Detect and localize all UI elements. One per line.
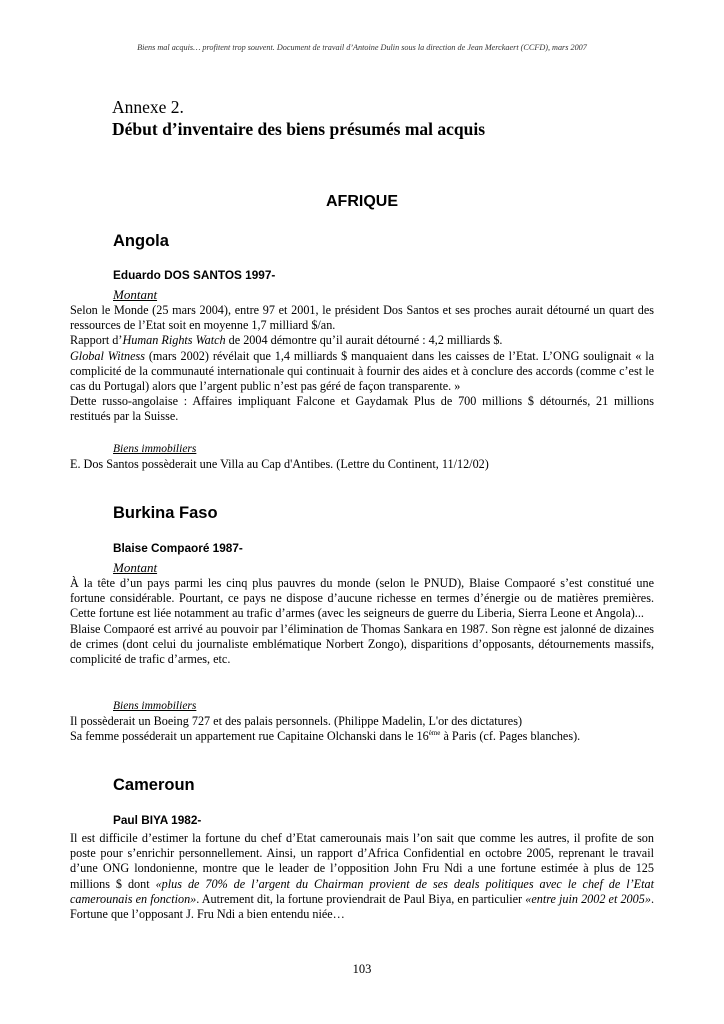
text-span: (mars 2002) révélait que 1,4 milliards $ manquaient dans les caisses de l’Etat. L’ONG soulignait « la complicité de la communauté internationale qui continuait à fournir des aides et à conclure des accords (comme c’est le cas du Portugal) alors que l’argent public n’est pas géré de façon transparente. » <box>70 348 654 394</box>
annexe-number: Annexe 2. <box>112 97 184 117</box>
montant-label-angola: Montant <box>113 287 158 302</box>
italic-span: Human Rights Watch <box>122 333 226 348</box>
continent-heading: AFRIQUE <box>326 193 398 210</box>
paragraph: Dette russo-angolaise : Affaires impliquant Falcone et Gaydamak Plus de 700 millions $ détournés, 21 millions restitués par la Suisse. <box>70 394 654 424</box>
superscript: ème <box>428 729 441 738</box>
running-header: Biens mal acquis… profitent trop souvent. Document de travail d’Antoine Dulin sous la direction de Jean Merckaert (CCFD), mars 2007 <box>137 43 587 52</box>
page-number: 103 <box>352 962 372 976</box>
paragraph: E. Dos Santos possèderait une Villa au Cap d'Antibes. (Lettre du Continent, 11/12/02) <box>70 457 489 471</box>
person-heading-dos-santos: Eduardo DOS SANTOS 1997- <box>113 268 276 282</box>
italic-span: «entre juin 2002 et 2005» <box>525 891 651 906</box>
text-span: Sa femme posséderait un appartement rue Capitaine Olchanski dans le 16 <box>70 729 429 744</box>
text-span: Rapport d’ <box>70 333 123 348</box>
text-span: à Paris (cf. Pages blanches). <box>440 729 581 744</box>
person-heading-biya: Paul BIYA 1982- <box>113 813 202 827</box>
text-span: de 2004 démontre qu’il aurait détourné : 4,2 milliards $. <box>225 333 503 348</box>
annexe-heading: Début d’inventaire des biens présumés mal acquis <box>112 119 486 139</box>
angola-biens-text <box>70 457 654 472</box>
burkina-montant-text <box>70 576 654 667</box>
country-heading-angola: Angola <box>113 232 169 250</box>
paragraph <box>70 831 654 922</box>
paragraph <box>70 349 654 395</box>
person-heading-compaore: Blaise Compaoré 1987- <box>113 541 243 555</box>
biens-label-burkina: Biens immobiliers <box>113 700 197 712</box>
italic-span: «plus de 70% de l’argent du Chairman provient de ses deals politiques avec le chef de l’Etat camerounais en fonction» <box>70 876 654 906</box>
text-span: . Fortune que l’opposant J. Fru Ndi a bien entendu niée… <box>70 891 654 922</box>
country-heading-burkina-faso: Burkina Faso <box>113 504 218 522</box>
text-span: . Autrement dit, la fortune proviendrait de Paul Biya, en particulier <box>196 891 526 906</box>
angola-montant-text <box>70 303 654 425</box>
text-span: Il est difficile d’estimer la fortune du chef d’Etat camerounais mais l’on sait que comme les autres, il profite de son poste pour s’enrichir personnellement. Ainsi, un rapport d’Africa Confidential en octobre 2005, reprenant le travail d’une ONG londonienne, montre que le leader de l’opposition John Fru Ndi a une fortune estimée à plus de 125 millions $ dont <box>70 831 654 891</box>
biens-label-angola: Biens immobiliers <box>113 443 197 455</box>
paragraph: À la tête d’un pays parmi les cinq plus pauvres du monde (selon le PNUD), Blaise Compaoré s’est constitué une fortune considérable. Pourtant, ce pays ne dispose d’aucune richesse en termes d’énergie ou de matières premières. Cette fortune est liée notamment au trafic d’armes (avec les seigneurs de guerre du Liberia, Sierra Leone et Angola)... <box>70 576 654 621</box>
italic-span: Global Witness <box>70 348 145 363</box>
paragraph <box>70 729 654 744</box>
burkina-biens-text <box>70 714 654 744</box>
cameroun-text <box>70 831 654 922</box>
paragraph: Il possèderait un Boeing 727 et des palais personnels. (Philippe Madelin, L'or des dictatures) <box>70 714 523 728</box>
montant-label-burkina: Montant <box>113 560 158 575</box>
country-heading-cameroun: Cameroun <box>113 776 195 794</box>
annexe-title <box>112 96 485 140</box>
paragraph <box>70 333 654 348</box>
paragraph: Blaise Compaoré est arrivé au pouvoir par l’élimination de Thomas Sankara en 1987. Son règne est jalonné de dizaines de crimes (dont celui du journaliste emblématique Norbert Zongo), disparitions d’opposants, détournements massifs, complicité de trafic d’armes, etc. <box>70 621 654 667</box>
paragraph: Selon le Monde (25 mars 2004), entre 97 et 2001, le président Dos Santos et ses proches aurait détourné un quart des ressources de l’Etat soit en moyenne 1,7 milliard $/an. <box>70 303 654 333</box>
